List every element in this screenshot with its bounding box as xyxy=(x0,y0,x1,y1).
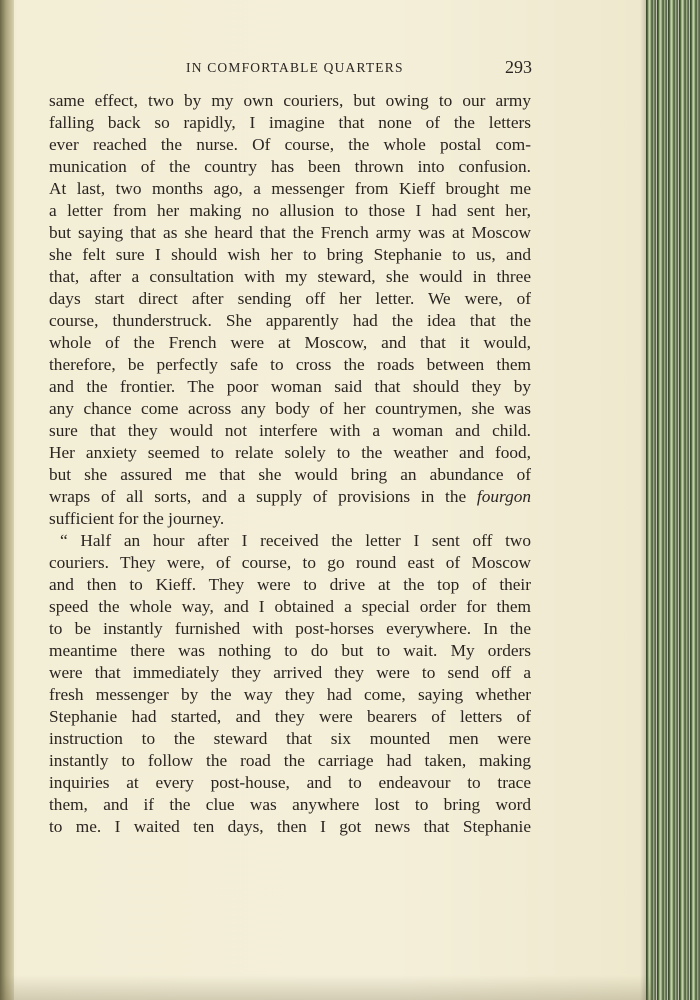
text-line: meantime there was nothing to do but to wait. My orders xyxy=(49,641,531,660)
text-line: munication of the country has been thrown into confusion. xyxy=(49,157,531,176)
text-line: ever reached the nurse. Of course, the whole postal com- xyxy=(49,135,531,154)
text-line: falling back so rapidly, I imagine that none of the letters xyxy=(49,113,531,132)
text-line: and the frontier. The poor woman said that should they by xyxy=(49,377,531,396)
page-gutter xyxy=(0,0,14,1000)
text-line: therefore, be perfectly safe to cross the roads between them xyxy=(49,355,531,374)
text-line: instruction to the steward that six mounted men were xyxy=(49,729,531,748)
text-line: them, and if the clue was anywhere lost to bring word xyxy=(49,795,531,814)
text-segment: wraps of all sorts, and a supply of provisions in the xyxy=(49,487,467,506)
text-line: same effect, two by my own couriers, but owing to our army xyxy=(49,91,531,110)
text-line-with-italic xyxy=(49,486,531,508)
text-line: to me. I waited ten days, then I got news that Stephanie xyxy=(49,817,531,836)
text-line: whole of the French were at Moscow, and that it would, xyxy=(49,333,531,352)
text-line: days start direct after sending off her letter. We were, of xyxy=(49,289,531,308)
text-line: Stephanie had started, and they were bearers of letters of xyxy=(49,707,531,726)
text-line: inquiries at every post-house, and to endeavour to trace xyxy=(49,773,531,792)
text-line: to be instantly furnished with post-horses everywhere. In the xyxy=(49,619,531,638)
book-page-edges xyxy=(646,0,700,1000)
text-line: sufficient for the journey. xyxy=(49,509,225,528)
text-line: course, thunderstruck. She apparently had the idea that the xyxy=(49,311,531,330)
italic-word: fourgon xyxy=(476,487,532,506)
text-line: any chance come across any body of her countrymen, she was xyxy=(49,399,531,418)
text-line: Her anxiety seemed to relate solely to the weather and food, xyxy=(49,443,531,462)
text-line: that, after a consultation with my steward, she would in three xyxy=(49,267,531,286)
text-line: instantly to follow the road the carriage had taken, making xyxy=(49,751,531,770)
running-head: IN COMFORTABLE QUARTERS xyxy=(186,60,404,75)
text-line: but saying that as she heard that the French army was at Moscow xyxy=(49,223,531,242)
page-number: 293 xyxy=(505,57,532,77)
text-line: At last, two months ago, a messenger from Kieff brought me xyxy=(49,179,531,198)
page-bottom-shadow xyxy=(0,975,652,1000)
text-line: she felt sure I should wish her to bring Stephanie to us, and xyxy=(49,245,531,264)
text-line: but she assured me that she would bring an abundance of xyxy=(49,465,531,484)
text-line: were that immediately they arrived they were to send off a xyxy=(49,663,531,682)
text-line: speed the whole way, and I obtained a special order for them xyxy=(49,597,531,616)
text-line: fresh messenger by the way they had come, saying whether xyxy=(49,685,531,704)
text-line: couriers. They were, of course, to go round east of Moscow xyxy=(49,553,531,572)
text-line: a letter from her making no allusion to those I had sent her, xyxy=(49,201,531,220)
text-line: sure that they would not interfere with a woman and child. xyxy=(49,421,531,440)
text-line: “ Half an hour after I received the letter I sent off two xyxy=(60,531,531,550)
text-line: and then to Kieff. They were to drive at the top of their xyxy=(49,575,531,594)
